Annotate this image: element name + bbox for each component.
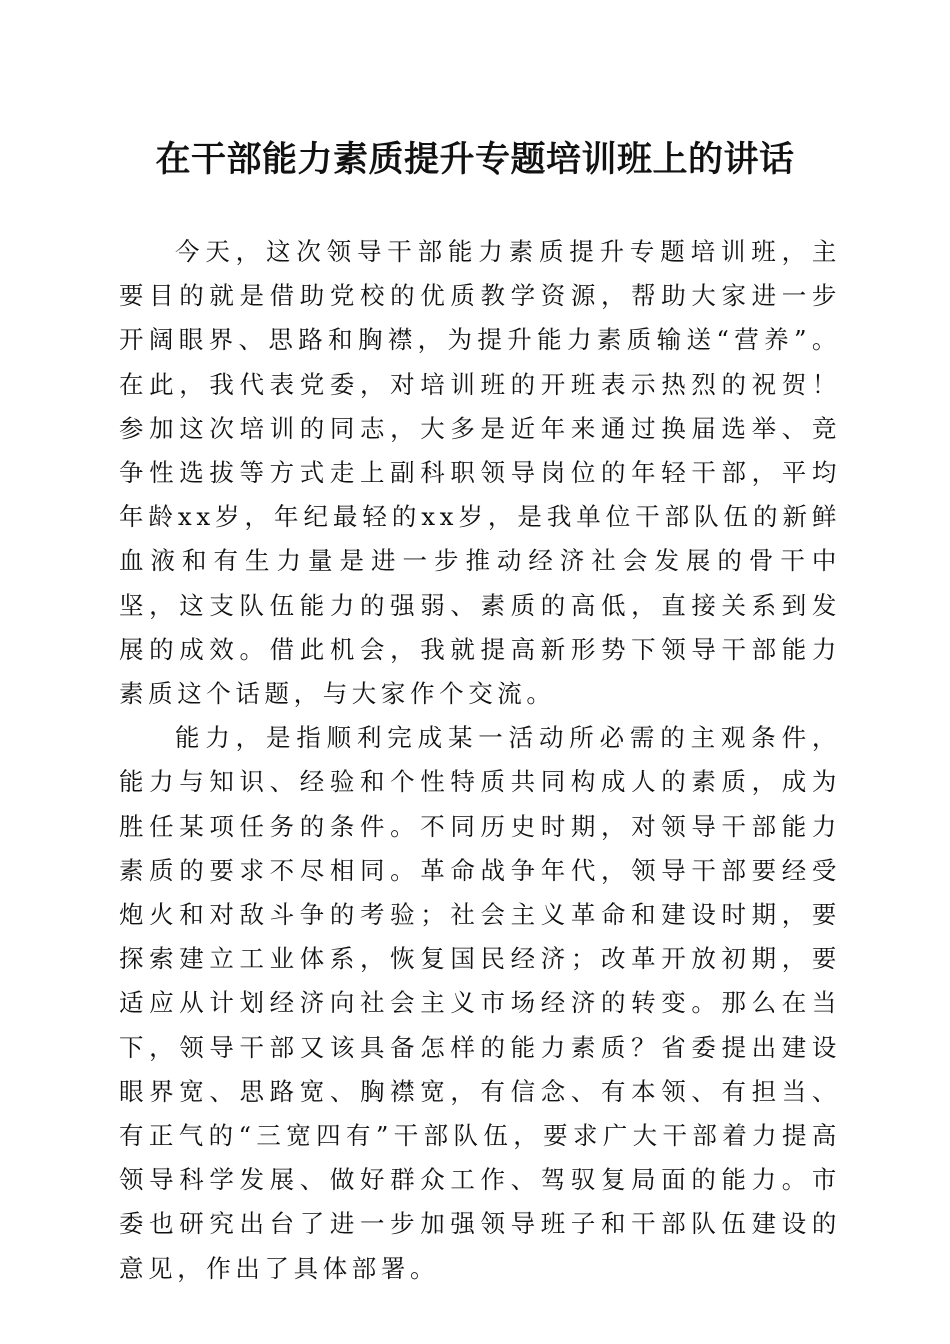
document-body [119, 230, 841, 1291]
paragraph-1: 今天，这次领导干部能力素质提升专题培训班，主要目的就是借助党校的优质教学资源，帮助大家进一步开阔眼界、思路和胸襟，为提升能力素质输送“营养”。在此，我代表党委，对培训班的开班表示热烈的祝贺！参加这次培训的同志，大多是近年来通过换届选举、竞争性选拔等方式走上副科职领导岗位的年轻干部，平均年龄xx岁，年纪最轻的xx岁，是我单位干部队伍的新鲜血液和有生力量是进一步推动经济社会发展的骨干中坚，这支队伍能力的强弱、素质的高低，直接关系到发展的成效。借此机会，我就提高新形势下领导干部能力素质这个话题，与大家作个交流。 [119, 237, 841, 709]
document-title: 在干部能力素质提升专题培训班上的讲话 [155, 139, 795, 180]
paragraph-2: 能力，是指顺利完成某一活动所必需的主观条件，能力与知识、经验和个性特质共同构成人的素质，成为胜任某项任务的条件。不同历史时期，对领导干部能力素质的要求不尽相同。革命战争年代，领导干部要经受炮火和对敌斗争的考验；社会主义革命和建设时期，要探索建立工业体系，恢复国民经济；改革开放初期，要适应从计划经济向社会主义市场经济的转变。那么在当下，领导干部又该具备怎样的能力素质？省委提出建设眼界宽、思路宽、胸襟宽，有信念、有本领、有担当、有正气的“三宽四有”干部队伍，要求广大干部着力提高领导科学发展、做好群众工作、驾驭复局面的能力。市委也研究出台了进一步加强领导班子和干部队伍建设的意见，作出了具体部署。 [119, 723, 841, 1283]
